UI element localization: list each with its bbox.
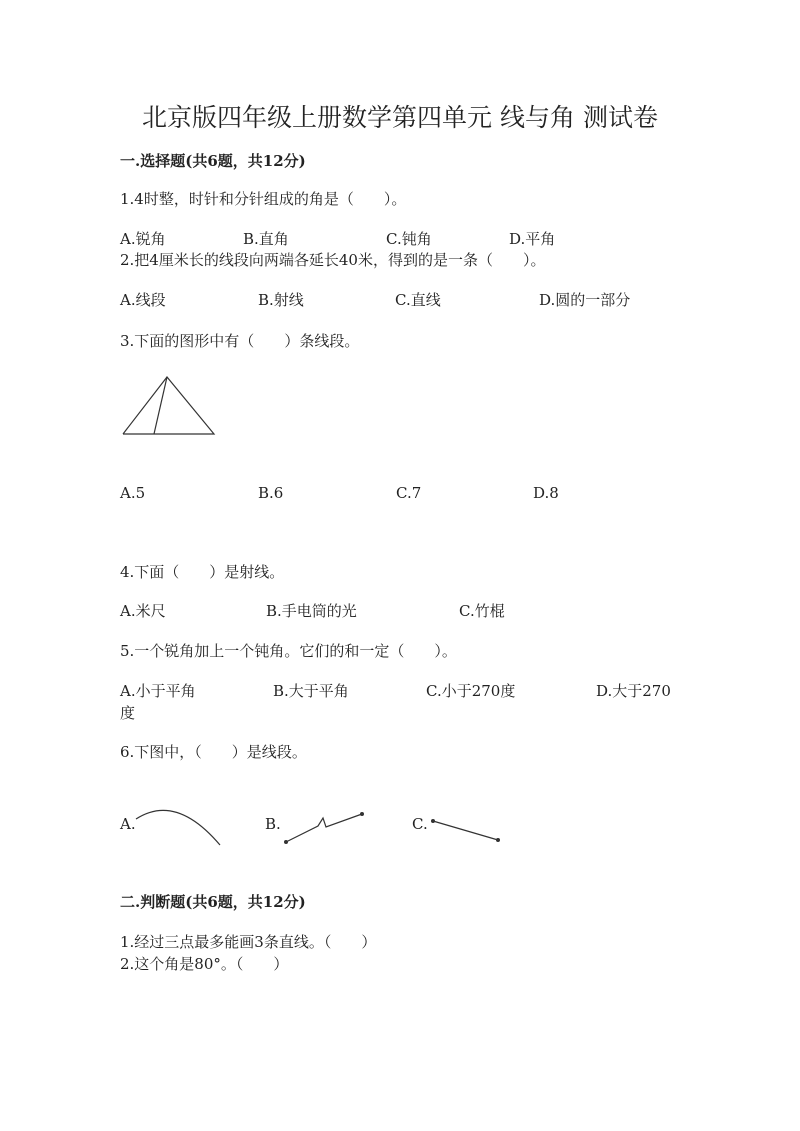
segment-endpoint-left bbox=[431, 819, 435, 823]
broken-line-endpoint-left bbox=[284, 840, 288, 844]
segment-figure bbox=[428, 816, 504, 844]
judgment-question-2: 2.这个角是80°。（ ） bbox=[120, 955, 289, 973]
triangle-figure bbox=[120, 372, 220, 438]
q6-option-c[interactable]: C. bbox=[412, 815, 428, 833]
polyline-figure bbox=[282, 810, 366, 846]
question-1: 1.4时整，时针和分针组成的角是（ ）。 bbox=[120, 190, 407, 208]
question-3: 3.下面的图形中有（ ）条线段。 bbox=[120, 332, 360, 350]
broken-line-endpoint-right bbox=[360, 812, 364, 816]
q2-option-b[interactable]: B.射线 bbox=[258, 291, 304, 309]
arc-figure bbox=[134, 805, 224, 847]
line-segment bbox=[433, 821, 498, 840]
q4-option-c[interactable]: C.竹棍 bbox=[459, 602, 505, 620]
arc-curve bbox=[136, 810, 220, 845]
q3-option-b[interactable]: B.6 bbox=[258, 484, 284, 502]
triangle-outline bbox=[123, 377, 214, 434]
q1-option-c[interactable]: C.钝角 bbox=[386, 230, 432, 248]
page-title: 北京版四年级上册数学第四单元 线与角 测试卷 bbox=[142, 103, 658, 132]
question-5: 5.一个锐角加上一个钝角。它们的和一定（ ）。 bbox=[120, 642, 457, 660]
section-heading-judgment: 二.判断题(共6题，共12分) bbox=[120, 893, 306, 911]
q5-option-c[interactable]: C.小于270度 bbox=[426, 682, 516, 700]
q5-option-a[interactable]: A.小于平角 bbox=[120, 682, 196, 700]
q5-option-d-wrap: 度 bbox=[120, 704, 136, 722]
q3-option-c[interactable]: C.7 bbox=[396, 484, 422, 502]
q2-option-a[interactable]: A.线段 bbox=[120, 291, 166, 309]
q1-option-d[interactable]: D.平角 bbox=[509, 230, 556, 248]
q2-option-c[interactable]: C.直线 bbox=[395, 291, 441, 309]
q5-option-b[interactable]: B.大于平角 bbox=[273, 682, 349, 700]
segment-endpoint-right bbox=[496, 838, 500, 842]
q6-option-b[interactable]: B. bbox=[265, 815, 281, 833]
question-4: 4.下面（ ）是射线。 bbox=[120, 563, 285, 581]
q5-option-d[interactable]: D.大于270 bbox=[596, 682, 671, 700]
broken-line bbox=[286, 814, 362, 842]
section-heading-choice: 一.选择题(共6题，共12分) bbox=[120, 152, 306, 170]
q1-option-b[interactable]: B.直角 bbox=[243, 230, 289, 248]
q4-option-b[interactable]: B.手电筒的光 bbox=[266, 602, 357, 620]
question-6: 6.下图中，（ ）是线段。 bbox=[120, 743, 307, 761]
question-2: 2.把4厘米长的线段向两端各延长40米，得到的是一条（ ）。 bbox=[120, 251, 546, 269]
q3-option-a[interactable]: A.5 bbox=[120, 484, 146, 502]
q1-option-a[interactable]: A.锐角 bbox=[120, 230, 166, 248]
q4-option-a[interactable]: A.米尺 bbox=[120, 602, 166, 620]
judgment-question-1: 1.经过三点最多能画3条直线。（ ） bbox=[120, 933, 377, 951]
q6-option-a[interactable]: A. bbox=[120, 815, 136, 833]
q3-option-d[interactable]: D.8 bbox=[533, 484, 559, 502]
q2-option-d[interactable]: D.圆的一部分 bbox=[539, 291, 631, 309]
